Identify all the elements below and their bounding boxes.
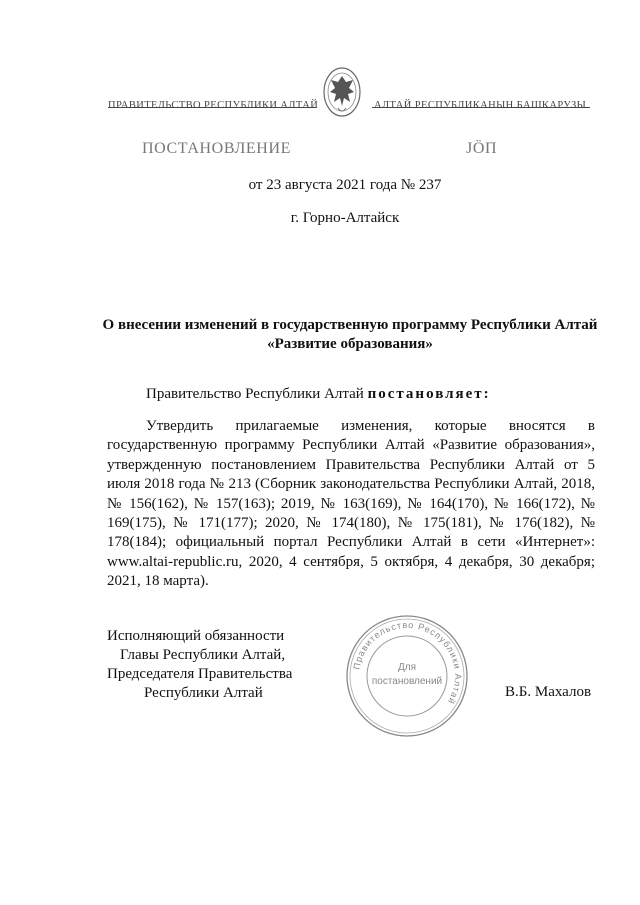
intro-line [146,386,491,403]
signature-line: Исполняющий обязанности [107,628,285,644]
body-paragraph: Утвердить прилагаемые изменения, которые вносятся в государственную программу Республики Алтай «Развитие образования», утвержденную постановлением Правительства Республики Алтай от 5 июля 2018 года № 213 (Сборник законодательства Республики Алтай, 2018, № 156(162), № 157(163); 2019, № 163(169), № 164(170), № 166(172), № 169(175), № 171(177); 2020, № 174(180), № 175(181), № 176(182), № 178(184); официальный портал Республики Алтай в сети «Интернет»: www.altai-republic.ru, 2020, 4 сентября, 5 октября, 4 декабря, 30 декабря; 2021, 18 марта). [107,418,595,590]
signature-line: Республики Алтай [144,685,263,701]
intro-emphasis: постановляет: [367,386,491,402]
doc-type-russian: ПОСТАНОВЛЕНИЕ [142,140,291,157]
document-city: г. Горно-Алтайск [290,210,400,226]
stamp-center-line2: постановлений [371,676,443,687]
signer-name: В.Б. Махалов [505,684,592,700]
signature-line: Главы Республики Алтай, [120,647,286,663]
document-date-number: от 23 августа 2021 года № 237 [248,177,442,193]
intro-prefix: Правительство Республики Алтай [146,386,368,402]
official-stamp [343,612,471,740]
stamp-center-line1: Для [397,662,417,673]
stamp-ring-text: Правительство Республики Алтай [351,619,464,707]
header-right-text: АЛТАЙ РЕСПУБЛИКАНЫН БАШКАРУЗЫ [374,100,587,111]
header-left-text: ПРАВИТЕЛЬСТВО РЕСПУБЛИКИ АЛТАЙ [108,100,319,111]
signature-line: Председателя Правительства [107,666,293,682]
doc-type-altai: ЈӦП [466,140,498,157]
signature-position [107,627,307,703]
emblem-icon [318,62,366,126]
document-title: О внесении изменений в государственную программу Республики Алтай «Развитие образования» [102,317,598,352]
